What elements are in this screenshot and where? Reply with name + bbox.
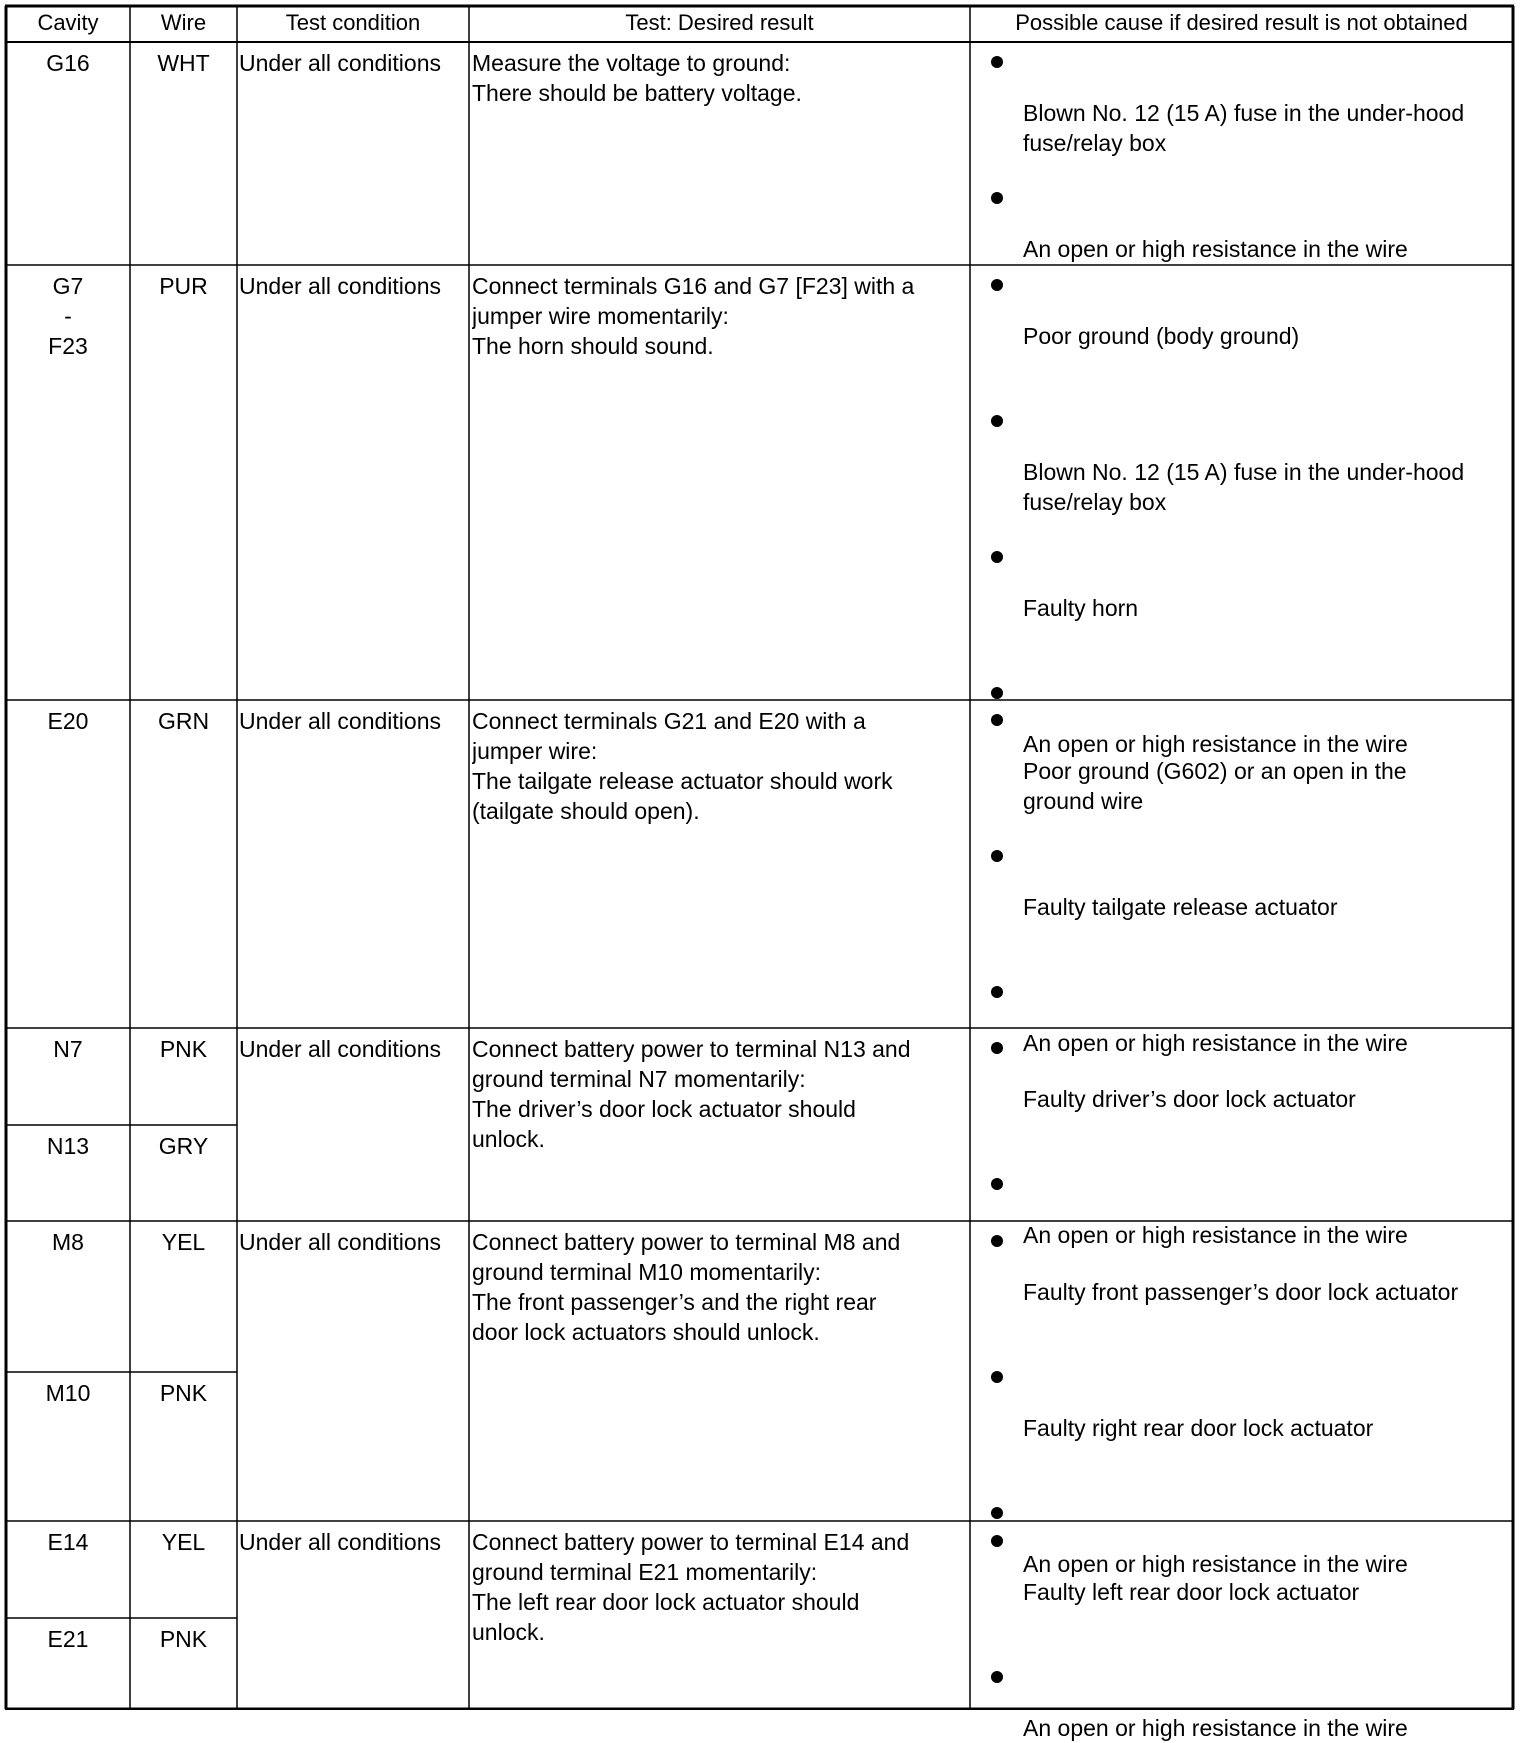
bullet-icon xyxy=(991,687,1003,699)
test-condition-cell: Under all conditions xyxy=(239,1529,442,1555)
cavity-cell: N13 xyxy=(46,1133,90,1159)
possible-cause-text: Faulty driver’s door lock actuator xyxy=(1023,1086,1356,1112)
desired-result-line: unlock. xyxy=(472,1619,545,1645)
wire-cell: WHT xyxy=(157,50,210,76)
cavity-cell: E21 xyxy=(47,1626,89,1652)
wire-cell: YEL xyxy=(161,1229,206,1255)
cavity-cell: M10 xyxy=(45,1380,91,1406)
desired-result-line: The horn should sound. xyxy=(472,333,714,359)
column-header: Test condition xyxy=(285,10,421,35)
bullet-icon xyxy=(991,192,1003,204)
possible-cause-text: Faulty tailgate release actuator xyxy=(1023,894,1338,920)
wire-cell: GRY xyxy=(158,1133,209,1159)
wire-cell: GRN xyxy=(157,708,210,734)
possible-cause-text: Poor ground (body ground) xyxy=(1023,323,1300,349)
possible-cause-text: An open or high resistance in the wire xyxy=(1023,1551,1408,1577)
desired-result-line: Connect terminals G16 and G7 [F23] with a xyxy=(472,273,915,299)
bullet-icon xyxy=(991,279,1003,291)
bullet-icon xyxy=(991,1371,1003,1383)
test-condition-cell: Under all conditions xyxy=(239,50,442,76)
possible-cause-text: fuse/relay box xyxy=(1023,489,1167,515)
column-header: Wire xyxy=(160,10,207,35)
possible-cause-text: Faulty left rear door lock actuator xyxy=(1023,1579,1360,1605)
bullet-icon xyxy=(991,1235,1003,1247)
possible-cause-text: An open or high resistance in the wire xyxy=(1023,1030,1408,1056)
desired-result-line: jumper wire momentarily: xyxy=(472,303,729,329)
possible-cause-text: Poor ground (G602) or an open in the xyxy=(1023,758,1407,784)
wire-cell: PNK xyxy=(159,1036,208,1062)
desired-result-line: Connect battery power to terminal N13 and xyxy=(472,1036,911,1062)
desired-result-line: Connect battery power to terminal M8 and xyxy=(472,1229,901,1255)
bullet-icon xyxy=(991,1671,1003,1683)
desired-result-line: The driver’s door lock actuator should xyxy=(472,1096,856,1122)
desired-result-line: Measure the voltage to ground: xyxy=(472,50,791,76)
possible-cause-text: Faulty front passenger’s door lock actuator xyxy=(1023,1279,1459,1305)
possible-cause-text: An open or high resistance in the wire xyxy=(1023,236,1408,262)
bullet-icon xyxy=(991,714,1003,726)
bullet-icon xyxy=(991,850,1003,862)
desired-result-line: Connect battery power to terminal E14 and xyxy=(472,1529,910,1555)
possible-cause-text: An open or high resistance in the wire xyxy=(1023,1715,1408,1741)
desired-result-line: jumper wire: xyxy=(472,738,598,764)
desired-result-line: Connect terminals G21 and E20 with a xyxy=(472,708,866,734)
wire-cell: PNK xyxy=(159,1626,208,1652)
possible-cause-text: Faulty right rear door lock actuator xyxy=(1023,1415,1374,1441)
desired-result-line: The tailgate release actuator should work xyxy=(472,768,893,794)
possible-cause-text: An open or high resistance in the wire xyxy=(1023,1222,1408,1248)
possible-cause-text: Blown No. 12 (15 A) fuse in the under-hood xyxy=(1023,459,1465,485)
bullet-icon xyxy=(991,1042,1003,1054)
possible-cause-text: An open or high resistance in the wire xyxy=(1023,731,1408,757)
bullet-icon xyxy=(991,551,1003,563)
cavity-cell: E20 xyxy=(47,708,89,734)
possible-cause-text: Faulty horn xyxy=(1023,595,1139,621)
cavity-cell: N7 xyxy=(53,1036,83,1062)
bullet-icon xyxy=(991,56,1003,68)
desired-result-line: unlock. xyxy=(472,1126,545,1152)
test-condition-cell: Under all conditions xyxy=(239,273,442,299)
desired-result-line: ground terminal M10 momentarily: xyxy=(472,1259,821,1285)
cavity-cell: E14 xyxy=(47,1529,89,1555)
test-condition-cell: Under all conditions xyxy=(239,1036,442,1062)
test-condition-cell: Under all conditions xyxy=(239,708,442,734)
possible-cause-text: ground wire xyxy=(1023,788,1144,814)
possible-cause-text: Blown No. 12 (15 A) fuse in the under-hood xyxy=(1023,100,1465,126)
column-header: Cavity xyxy=(37,10,99,35)
desired-result-line: ground terminal E21 momentarily: xyxy=(472,1559,818,1585)
desired-result-line: ground terminal N7 momentarily: xyxy=(472,1066,806,1092)
bullet-icon xyxy=(991,1178,1003,1190)
wire-cell: PNK xyxy=(159,1380,208,1406)
bullet-icon xyxy=(991,1507,1003,1519)
column-header: Possible cause if desired result is not obtained xyxy=(1015,10,1468,35)
bullet-icon xyxy=(991,415,1003,427)
desired-result-line: The front passenger’s and the right rear xyxy=(472,1289,877,1315)
desired-result-line: (tailgate should open). xyxy=(472,798,700,824)
test-condition-cell: Under all conditions xyxy=(239,1229,442,1255)
wire-cell: YEL xyxy=(161,1529,206,1555)
cavity-cell: M8 xyxy=(52,1229,84,1255)
cavity-cell: G16 xyxy=(46,50,90,76)
bullet-icon xyxy=(991,1535,1003,1547)
cavity-cell: G7 - F23 xyxy=(48,273,88,359)
possible-cause-text: fuse/relay box xyxy=(1023,130,1167,156)
desired-result-line: The left rear door lock actuator should xyxy=(472,1589,860,1615)
desired-result-line: There should be battery voltage. xyxy=(472,80,802,106)
bullet-icon xyxy=(991,986,1003,998)
desired-result-line: door lock actuators should unlock. xyxy=(472,1319,820,1345)
column-header: Test: Desired result xyxy=(625,10,814,35)
wire-cell: PUR xyxy=(159,273,208,299)
